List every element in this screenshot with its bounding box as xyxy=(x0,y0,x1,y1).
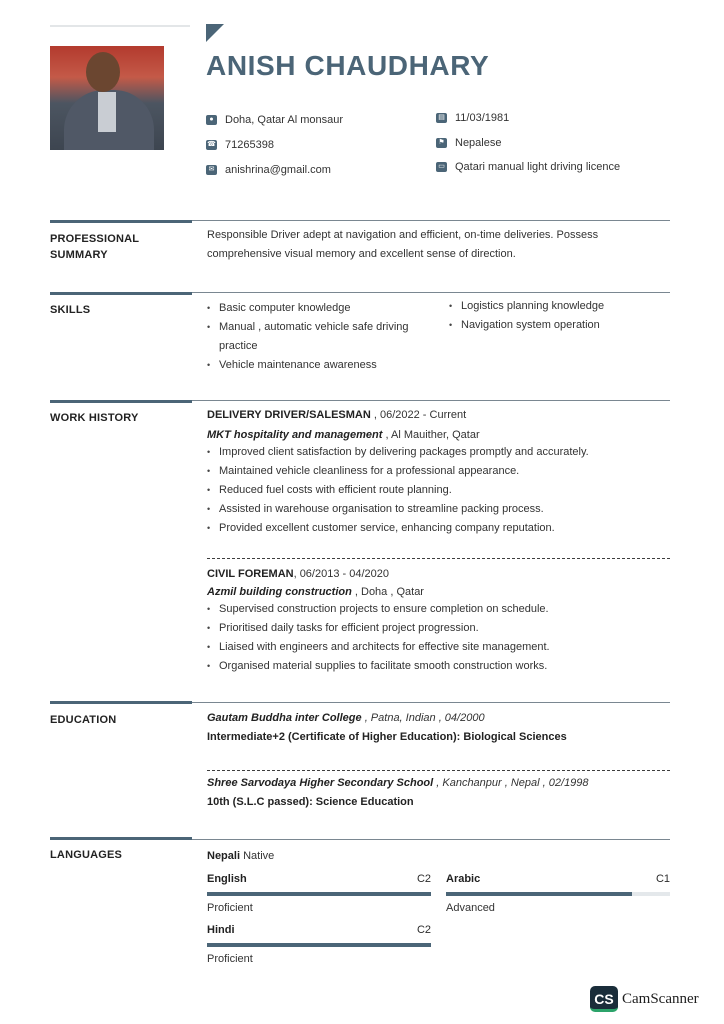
languages-heading: LANGUAGES xyxy=(50,849,123,861)
contact-phone: ☎ 71265398 xyxy=(207,139,274,151)
top-divider xyxy=(50,25,190,27)
summary-heading: PROFESSIONAL SUMMARY xyxy=(50,233,140,261)
education-heading: EDUCATION xyxy=(50,714,117,726)
native-language: Nepali Native xyxy=(207,850,275,862)
dashed-divider xyxy=(207,558,670,559)
language-hindi: Hindi C2 Proficient xyxy=(207,924,431,965)
education-tab xyxy=(50,701,192,704)
list-item: • Maintained vehicle cleanliness for a professional appearance. xyxy=(207,462,670,481)
list-item: • Liaised with engineers and architects for effective site management. xyxy=(207,638,670,657)
contact-license: ▭ Qatari manual light driving licence xyxy=(436,161,620,173)
calendar-icon: ▤ xyxy=(436,113,447,123)
summary-tab xyxy=(50,220,192,223)
work-rule xyxy=(192,400,670,401)
school-line: Gautam Buddha inter College , Patna, Indian , 04/2000 xyxy=(207,712,485,724)
contact-dob: ▤ 11/03/1981 xyxy=(436,112,509,124)
flag-icon: ⚑ xyxy=(436,138,447,148)
contact-nationality: ⚑ Nepalese xyxy=(436,137,501,149)
degree-line: Intermediate+2 (Certificate of Higher Education): Biological Sciences xyxy=(207,731,567,743)
list-item: • Supervised construction projects to ensure completion on schedule. xyxy=(207,600,670,619)
skills-heading: SKILLS xyxy=(50,304,91,316)
job-bullets xyxy=(207,600,670,676)
language-english: English C2 Proficient xyxy=(207,873,431,914)
corner-accent xyxy=(206,24,224,42)
candidate-name: ANISH CHAUDHARY xyxy=(206,50,490,81)
work-tab xyxy=(50,400,192,403)
work-heading: WORK HISTORY xyxy=(50,412,139,424)
list-item: • Improved client satisfaction by delivering packages promptly and accurately. xyxy=(207,443,670,462)
list-item: • Provided excellent customer service, enhancing company reputation. xyxy=(207,519,670,538)
proficiency-bar xyxy=(207,943,431,947)
phone-icon: ☎ xyxy=(207,141,216,148)
map-marker-icon: ● xyxy=(206,115,217,125)
education-rule xyxy=(192,702,670,703)
job-company-line: MKT hospitality and management , Al Mauither, Qatar xyxy=(207,429,480,441)
school-line: Shree Sarvodaya Higher Secondary School , Kanchanpur , Nepal , 02/1998 xyxy=(207,777,589,789)
list-item: • Vehicle maintenance awareness xyxy=(207,356,432,375)
list-item: • Prioritised daily tasks for efficient project progression. xyxy=(207,619,670,638)
proficiency-bar xyxy=(446,892,670,896)
language-arabic: Arabic C1 Advanced xyxy=(446,873,670,914)
list-item: • Organised material supplies to facilitate smooth construction works. xyxy=(207,657,670,676)
summary-text: Responsible Driver adept at navigation and efficient, on-time deliveries. Possess comprehensive visual memory and excellent sense of direction. xyxy=(207,229,599,260)
skills-rule xyxy=(192,292,670,293)
skills-list-right xyxy=(449,297,670,335)
job-bullets xyxy=(207,443,670,538)
languages-rule xyxy=(192,839,670,840)
dashed-divider xyxy=(207,770,670,771)
job-title-line: DELIVERY DRIVER/SALESMAN , 06/2022 - Current xyxy=(207,409,467,421)
contact-location: ● Doha, Qatar Al monsaur xyxy=(206,114,343,126)
proficiency-bar xyxy=(207,892,431,896)
list-item: • Logistics planning knowledge xyxy=(449,297,670,316)
camscanner-logo: CS CamScanner xyxy=(590,986,699,1012)
summary-rule xyxy=(192,220,670,221)
contact-email: ✉ anishrina@gmail.com xyxy=(206,164,331,176)
email-icon: ✉ xyxy=(206,165,217,175)
languages-tab xyxy=(50,837,192,840)
profile-photo xyxy=(50,46,164,150)
list-item: • Reduced fuel costs with efficient route planning. xyxy=(207,481,670,500)
skills-list-left xyxy=(207,299,432,375)
job-company-line: Azmil building construction , Doha , Qatar xyxy=(207,586,424,598)
list-item: • Manual , automatic vehicle safe driving practice xyxy=(207,318,432,356)
skills-tab xyxy=(50,292,192,295)
job-title-line: CIVIL FOREMAN, 06/2013 - 04/2020 xyxy=(207,568,389,580)
list-item: • Navigation system operation xyxy=(449,316,670,335)
degree-line: 10th (S.L.C passed): Science Education xyxy=(207,796,414,808)
list-item: • Basic computer knowledge xyxy=(207,299,432,318)
list-item: • Assisted in warehouse organisation to streamline packing process. xyxy=(207,500,670,519)
license-icon: ▭ xyxy=(436,162,447,172)
